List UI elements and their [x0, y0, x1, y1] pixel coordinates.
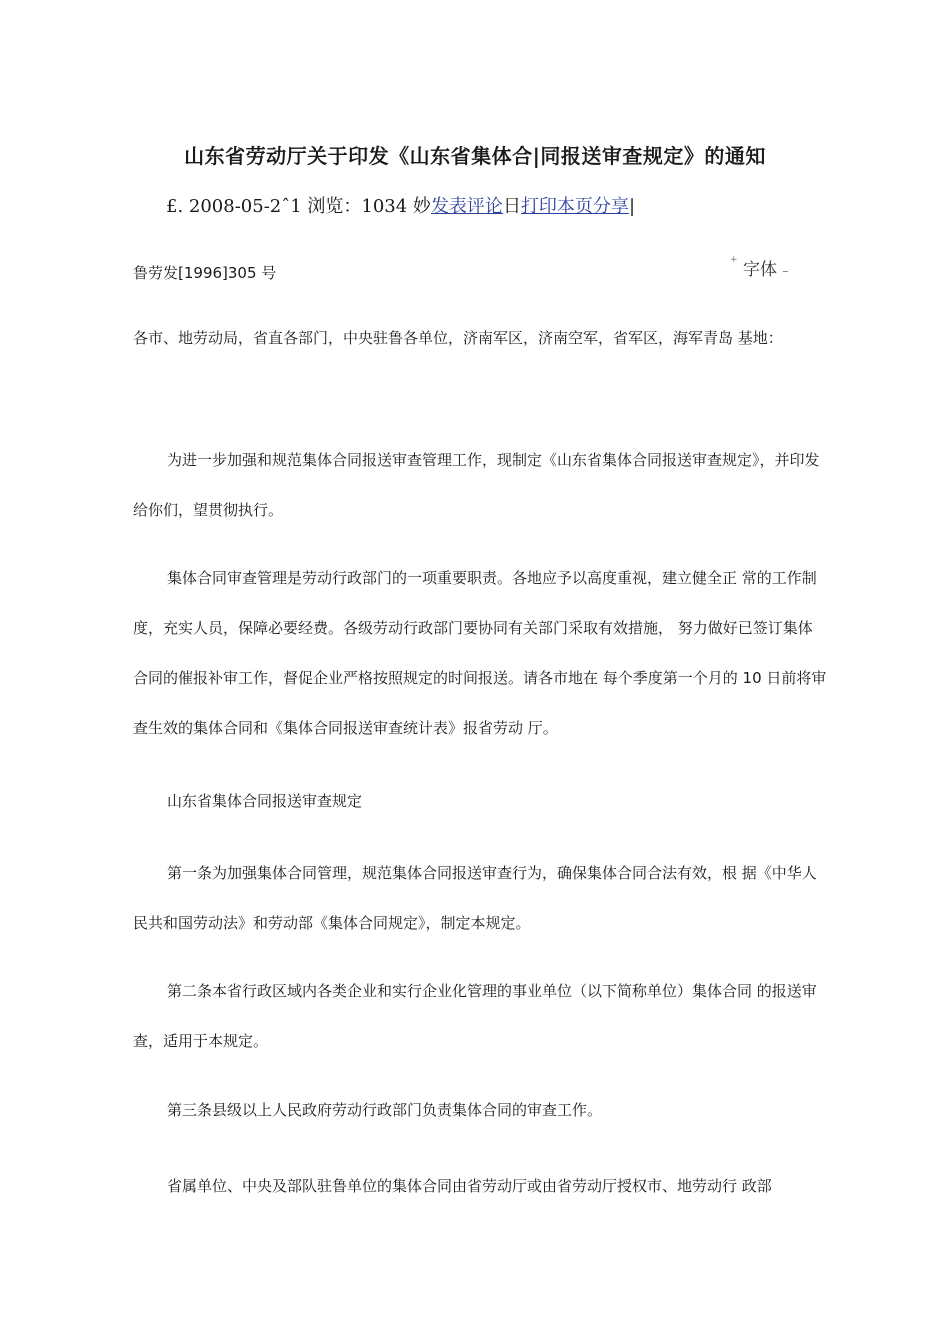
body-paragraph-2: 集体合同审查管理是劳动行政部门的一项重要职责。各地应予以高度重视，建立健全正 常的工作制度，充实人员，保障必要经费。各级劳动行政部门要协同有关部门采取有效措施， 努力做好已签订集体合同的催报补审工作，督促企业严格按照规定的时间报送。请各市地在 每个季度第一个月的 10 日前将审查生效的集体合同和《集体合同报送审查统计表》报省劳动 厅。 [133, 569, 827, 737]
document-number: 鲁劳发[1996]305 号 [133, 264, 277, 282]
print-share-link[interactable]: 打印本页分享 [520, 196, 629, 217]
font-label: 字体 [742, 260, 777, 280]
meta-end-bar: | [628, 196, 636, 217]
body-paragraph-1: 为进一步加强和规范集体合同报送审查管理工作，现制定《山东省集体合同报送审查规定》，并印发给你们，望贯彻执行。 [133, 451, 820, 519]
meta-separator: 日 [502, 196, 521, 217]
font-decrease-button[interactable]: – [782, 264, 789, 278]
comment-link[interactable]: 发表评论 [430, 196, 503, 217]
article-3-continued: 省属单位、中央及部队驻鲁单位的集体合同由省劳动厅或由省劳动厅授权市、地劳动行 政部 [167, 1177, 772, 1195]
meta-date-views: £. 2008-05-2ˆ1 浏览：1034 妙 [166, 196, 431, 217]
document-title: 山东省劳动厅关于印发《山东省集体合|同报送审查规定》的通知 [184, 144, 766, 168]
regulation-title: 山东省集体合同报送审查规定 [167, 792, 363, 810]
meta-line [166, 192, 635, 218]
article-2: 第二条本省行政区域内各类企业和实行企业化管理的事业单位（以下简称单位）集体合同 的报送审查，适用于本规定。 [133, 982, 817, 1050]
font-size-control [730, 255, 788, 280]
font-increase-button[interactable]: + [730, 255, 738, 265]
article-1: 第一条为加强集体合同管理，规范集体合同报送审查行为，确保集体合同合法有效，根 据《中华人民共和国劳动法》和劳动部《集体合同规定》，制定本规定。 [133, 864, 817, 932]
article-3: 第三条县级以上人民政府劳动行政部门负责集体合同的审查工作。 [167, 1101, 603, 1119]
addressee-paragraph: 各市、地劳动局，省直各部门，中央驻鲁各单位，济南军区，济南空军，省军区，海军青岛 基地： [133, 329, 783, 347]
